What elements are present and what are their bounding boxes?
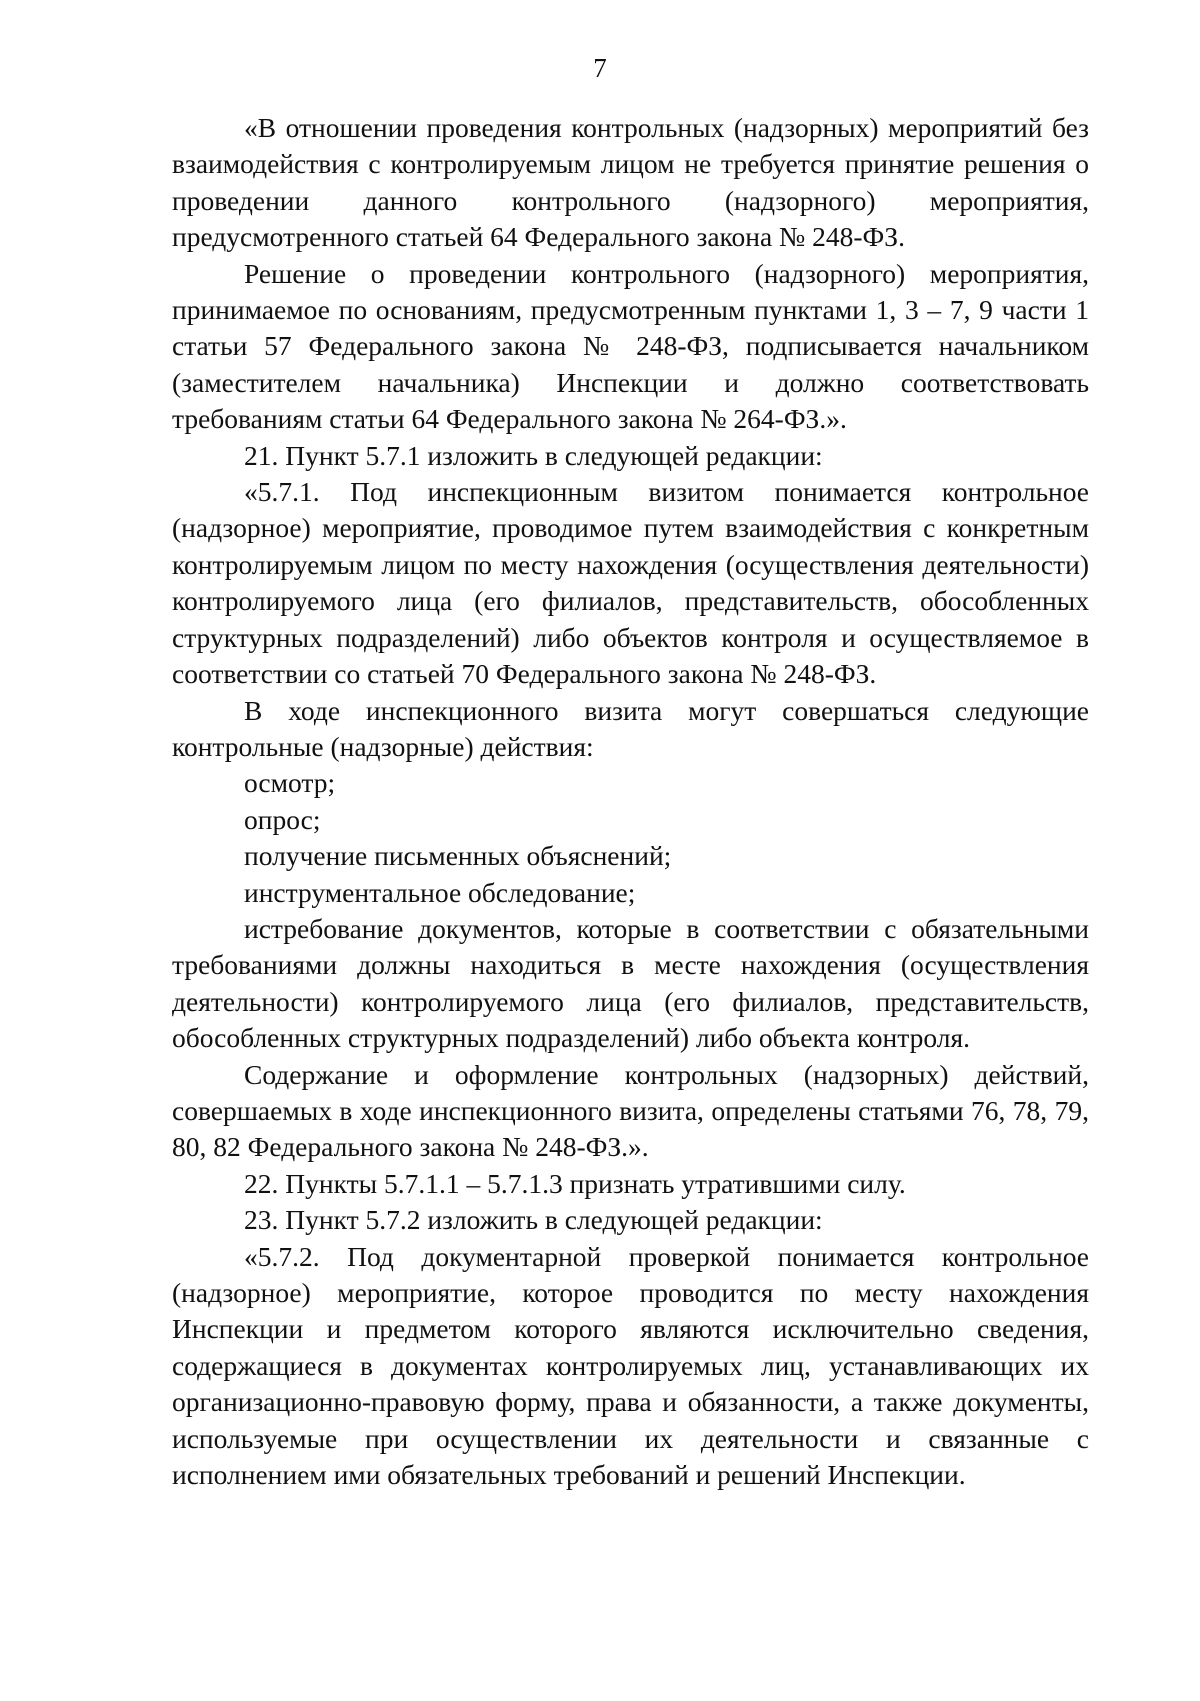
paragraph-5-7-2-definition: «5.7.2. Под документарной проверкой понимается контрольное (надзорное) мероприятие, которое проводится по месту нахождения Инспекции и предметом которого являются исключительно сведения, содержащиеся в документах контролируемых лиц, устанавливающих их организационно-правовую форму, права и обязанности, а также документы, используемые при осуществлении их деятельности и связанные с исполнением ими обязательных требований и решений Инспекции.	[172, 1240, 1089, 1491]
paragraph-decision-signing: Решение о проведении контрольного (надзорного) мероприятия, принимаемое по основаниям, предусмотренным пунктами 1, 3 – 7, 9 части 1 статьи 57 Федерального закона № 248-ФЗ, подписывается начальником (заместителем начальника) Инспекции и должно соответствовать требованиям статьи 64 Федерального закона № 264-ФЗ.».	[172, 257, 1089, 435]
list-item-written-explanations: получение письменных объяснений;	[244, 840, 672, 872]
paragraph-item-23: 23. Пункт 5.7.2 изложить в следующей редакции:	[244, 1204, 823, 1236]
paragraph-actions-content: Содержание и оформление контрольных (надзорных) действий, совершаемых в ходе инспекционного визита, определены статьями 76, 78, 79, 80, 82 Федерального закона № 248-ФЗ.».	[172, 1058, 1089, 1163]
paragraph-item-22: 22. Пункты 5.7.1.1 – 5.7.1.3 признать утратившими силу.	[244, 1167, 906, 1199]
list-item-document-request: истребование документов, которые в соответствии с обязательными требованиями должны находиться в месте нахождения (осуществления деятельности) контролируемого лица (его филиалов, представительств, обособленных структурных подразделений) либо объекта контроля.	[172, 912, 1089, 1054]
paragraph-item-21: 21. Пункт 5.7.1 изложить в следующей редакции:	[244, 439, 823, 471]
document-body	[172, 110, 1089, 1493]
list-item-survey: опрос;	[244, 803, 321, 835]
paragraph-inspection-actions-intro: В ходе инспекционного визита могут совершаться следующие контрольные (надзорные) действия:	[172, 694, 1089, 762]
list-item-instrumental-examination: инструментальное обследование;	[244, 876, 636, 908]
page-number: 7	[593, 53, 607, 83]
paragraph-5-7-1-definition: «5.7.1. Под инспекционным визитом понимается контрольное (надзорное) мероприятие, проводимое путем взаимодействия с конкретным контролируемым лицом по месту нахождения (осуществления деятельности) контролируемого лица (его филиалов, представительств, обособленных структурных подразделений) либо объектов контроля и осуществляемое в соответствии со статьей 70 Федерального закона № 248-ФЗ.	[172, 476, 1089, 690]
paragraph-inspection-without-interaction: «В отношении проведения контрольных (надзорных) мероприятий без взаимодействия с контролируемым лицом не требуется принятие решения о проведении данного контрольного (надзорного) мероприятия, предусмотренного статьей 64 Федерального закона № 248-ФЗ.	[172, 112, 1089, 253]
list-item-inspection: осмотр;	[244, 767, 336, 799]
